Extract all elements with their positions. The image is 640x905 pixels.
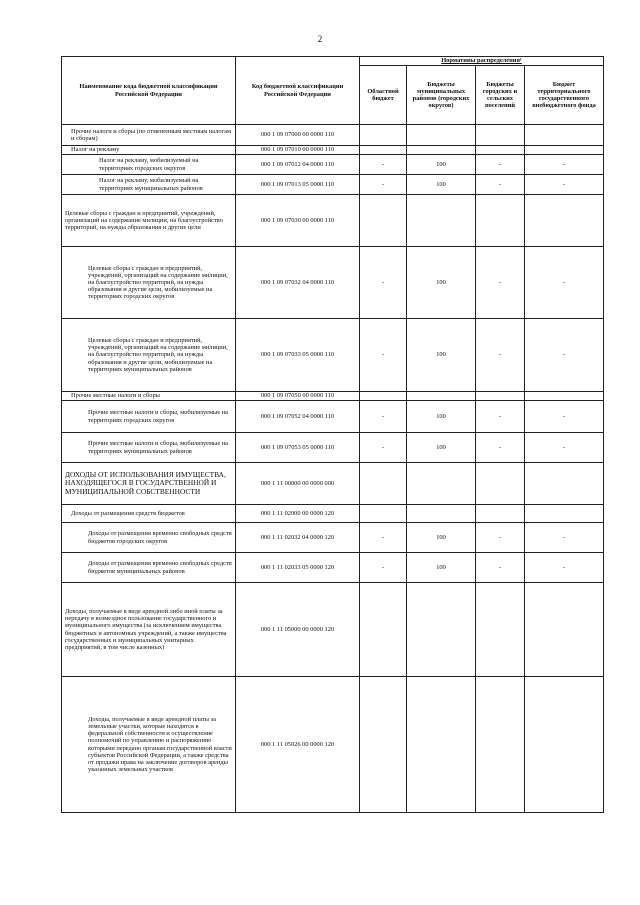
- row-settlements: [476, 463, 525, 505]
- table-row: [62, 175, 604, 195]
- table-row: [62, 319, 604, 392]
- row-municipal: [407, 463, 476, 505]
- row-municipal: 100: [407, 553, 476, 583]
- row-code: 000 1 09 07030 00 0000 110: [236, 195, 360, 247]
- row-settlements: -: [476, 319, 525, 392]
- row-municipal: 100: [407, 523, 476, 553]
- row-territorial: -: [525, 175, 604, 195]
- row-territorial: [525, 195, 604, 247]
- row-settlements: -: [476, 433, 525, 463]
- row-regional: [360, 195, 407, 247]
- table-row: [62, 523, 604, 553]
- row-code: 000 1 09 07010 00 0000 110: [236, 146, 360, 155]
- row-name: Доходы от размещения временно свободных средств бюджетов городских округов: [62, 523, 236, 553]
- table-row: [62, 677, 604, 813]
- row-territorial: [525, 463, 604, 505]
- row-municipal: 100: [407, 175, 476, 195]
- row-territorial: [525, 146, 604, 155]
- row-municipal: 100: [407, 247, 476, 319]
- row-settlements: [476, 583, 525, 677]
- header-settlements: Бюджеты городских и сельских поселений: [476, 66, 525, 125]
- table-row: [62, 146, 604, 155]
- row-regional: [360, 583, 407, 677]
- row-name: Целевые сборы с граждан и предприятий, учреждений, организаций на содержание милиции, на благоустройство территорий, на нужды образования и другие цели, мобилизуемые на территориях муниципальных районов: [62, 319, 236, 392]
- row-settlements: -: [476, 175, 525, 195]
- budget-classification-table: [61, 56, 604, 813]
- header-municipal: Бюджеты муниципальных районов (городских округов): [407, 66, 476, 125]
- row-code: 000 1 11 02032 04 0000 120: [236, 523, 360, 553]
- row-municipal: [407, 583, 476, 677]
- row-code: 000 1 09 07053 05 0000 110: [236, 433, 360, 463]
- row-municipal: 100: [407, 401, 476, 433]
- row-code: 000 1 09 07052 04 0000 110: [236, 401, 360, 433]
- row-name: Налог на рекламу, мобилизуемый на территориях городских округов: [62, 155, 236, 175]
- table-row: [62, 195, 604, 247]
- row-code: 000 1 09 07033 05 0000 110: [236, 319, 360, 392]
- row-settlements: [476, 125, 525, 146]
- row-regional: [360, 463, 407, 505]
- row-name: Доходы, получаемые в виде арендной платы за земельные участки, которые находятся в федеральной собственности и осуществление полномочий по управлению и распоряжению которыми передано органам государственной власти субъектов Российской Федерации, а также средства от продажи права на заключение договоров аренды указанных земельных участков: [62, 677, 236, 813]
- row-regional: -: [360, 155, 407, 175]
- header-code: Код бюджетной классификации Российской Федерации: [236, 57, 360, 125]
- row-territorial: [525, 677, 604, 813]
- row-municipal: [407, 146, 476, 155]
- header-regional: Областной бюджет: [360, 66, 407, 125]
- row-regional: -: [360, 401, 407, 433]
- row-name: Прочие местные налоги и сборы, мобилизуемые на территориях городских округов: [62, 401, 236, 433]
- row-municipal: [407, 125, 476, 146]
- row-code: 000 1 11 05026 00 0000 120: [236, 677, 360, 813]
- table-row: [62, 401, 604, 433]
- table-row: [62, 463, 604, 505]
- table-row: [62, 247, 604, 319]
- table-row: [62, 155, 604, 175]
- row-territorial: [525, 392, 604, 401]
- row-name: ДОХОДЫ ОТ ИСПОЛЬЗОВАНИЯ ИМУЩЕСТВА, НАХОДЯЩЕГОСЯ В ГОСУДАРСТВЕННОЙ И МУНИЦИПАЛЬНОЙ СОБСТВЕННОСТИ: [62, 463, 236, 505]
- table-row: [62, 553, 604, 583]
- page-number: 2: [317, 34, 323, 44]
- row-regional: -: [360, 247, 407, 319]
- row-code: 000 1 09 07013 05 0000 110: [236, 175, 360, 195]
- row-settlements: [476, 505, 525, 523]
- row-territorial: -: [525, 553, 604, 583]
- row-settlements: -: [476, 155, 525, 175]
- row-settlements: -: [476, 401, 525, 433]
- row-regional: [360, 392, 407, 401]
- row-code: 000 1 11 02033 05 0000 120: [236, 553, 360, 583]
- row-territorial: -: [525, 401, 604, 433]
- row-regional: -: [360, 175, 407, 195]
- row-territorial: -: [525, 155, 604, 175]
- row-municipal: 100: [407, 319, 476, 392]
- row-name: Доходы, получаемые в виде арендной либо иной платы за передачу в возмездное пользование государственного и муниципального имущества (за исключением имущества бюджетных и автономных учреждений, а также имущества государственных и муниципальных унитарных предприятий, в том числе казенных): [62, 583, 236, 677]
- row-name: Целевые сборы с граждан и предприятий, учреждений, организаций на содержание милиции, на благоустройство территорий, на нужды образования и другие цели: [62, 195, 236, 247]
- table-row: [62, 505, 604, 523]
- header-territorial: Бюджет территориального государственного внебюджетного фонда: [525, 66, 604, 125]
- row-name: Прочие местные налоги и сборы: [62, 392, 236, 401]
- row-code: 000 1 09 07032 04 0000 110: [236, 247, 360, 319]
- row-regional: [360, 677, 407, 813]
- header-name: Наименование кода бюджетной классификации Российской Федерации: [62, 57, 236, 125]
- row-regional: [360, 505, 407, 523]
- row-municipal: [407, 195, 476, 247]
- row-territorial: -: [525, 247, 604, 319]
- row-settlements: [476, 195, 525, 247]
- row-code: 000 1 11 02000 00 0000 120: [236, 505, 360, 523]
- table-row: [62, 583, 604, 677]
- row-regional: -: [360, 433, 407, 463]
- row-settlements: -: [476, 247, 525, 319]
- row-regional: [360, 125, 407, 146]
- row-regional: [360, 146, 407, 155]
- row-municipal: [407, 677, 476, 813]
- row-territorial: [525, 125, 604, 146]
- row-settlements: [476, 392, 525, 401]
- row-name: Налог на рекламу: [62, 146, 236, 155]
- row-name: Доходы от размещения средств бюджетов: [62, 505, 236, 523]
- row-territorial: -: [525, 433, 604, 463]
- row-settlements: [476, 146, 525, 155]
- row-territorial: [525, 505, 604, 523]
- row-municipal: [407, 392, 476, 401]
- row-territorial: -: [525, 523, 604, 553]
- table-row: [62, 392, 604, 401]
- row-name: Доходы от размещения временно свободных средств бюджетов муниципальных районов: [62, 553, 236, 583]
- row-municipal: 100: [407, 433, 476, 463]
- row-code: 000 1 11 05000 00 0000 120: [236, 583, 360, 677]
- row-regional: -: [360, 523, 407, 553]
- row-name: Прочие местные налоги и сборы, мобилизуемые на территориях муниципальных районов: [62, 433, 236, 463]
- row-name: Налог на рекламу, мобилизуемый на территориях муниципальных районов: [62, 175, 236, 195]
- table-row: [62, 433, 604, 463]
- row-code: 000 1 11 00000 00 0000 000: [236, 463, 360, 505]
- row-municipal: [407, 505, 476, 523]
- row-name: Прочие налоги и сборы (по отмененным местным налогам и сборам): [62, 125, 236, 146]
- row-code: 000 1 09 07050 00 0000 110: [236, 392, 360, 401]
- row-code: 000 1 09 07012 04 0000 110: [236, 155, 360, 175]
- row-regional: -: [360, 319, 407, 392]
- row-settlements: -: [476, 553, 525, 583]
- row-territorial: -: [525, 319, 604, 392]
- row-settlements: [476, 677, 525, 813]
- row-settlements: -: [476, 523, 525, 553]
- row-code: 000 1 09 07000 00 0000 110: [236, 125, 360, 146]
- header-normatives: Нормативы распределения¹: [360, 57, 604, 66]
- row-regional: -: [360, 553, 407, 583]
- row-municipal: 100: [407, 155, 476, 175]
- table-row: [62, 125, 604, 146]
- row-name: Целевые сборы с граждан и предприятий, учреждений, организаций на содержание милиции, на благоустройство территорий, на нужды образования и другие цели, мобилизуемые на территориях городских округов: [62, 247, 236, 319]
- row-territorial: [525, 583, 604, 677]
